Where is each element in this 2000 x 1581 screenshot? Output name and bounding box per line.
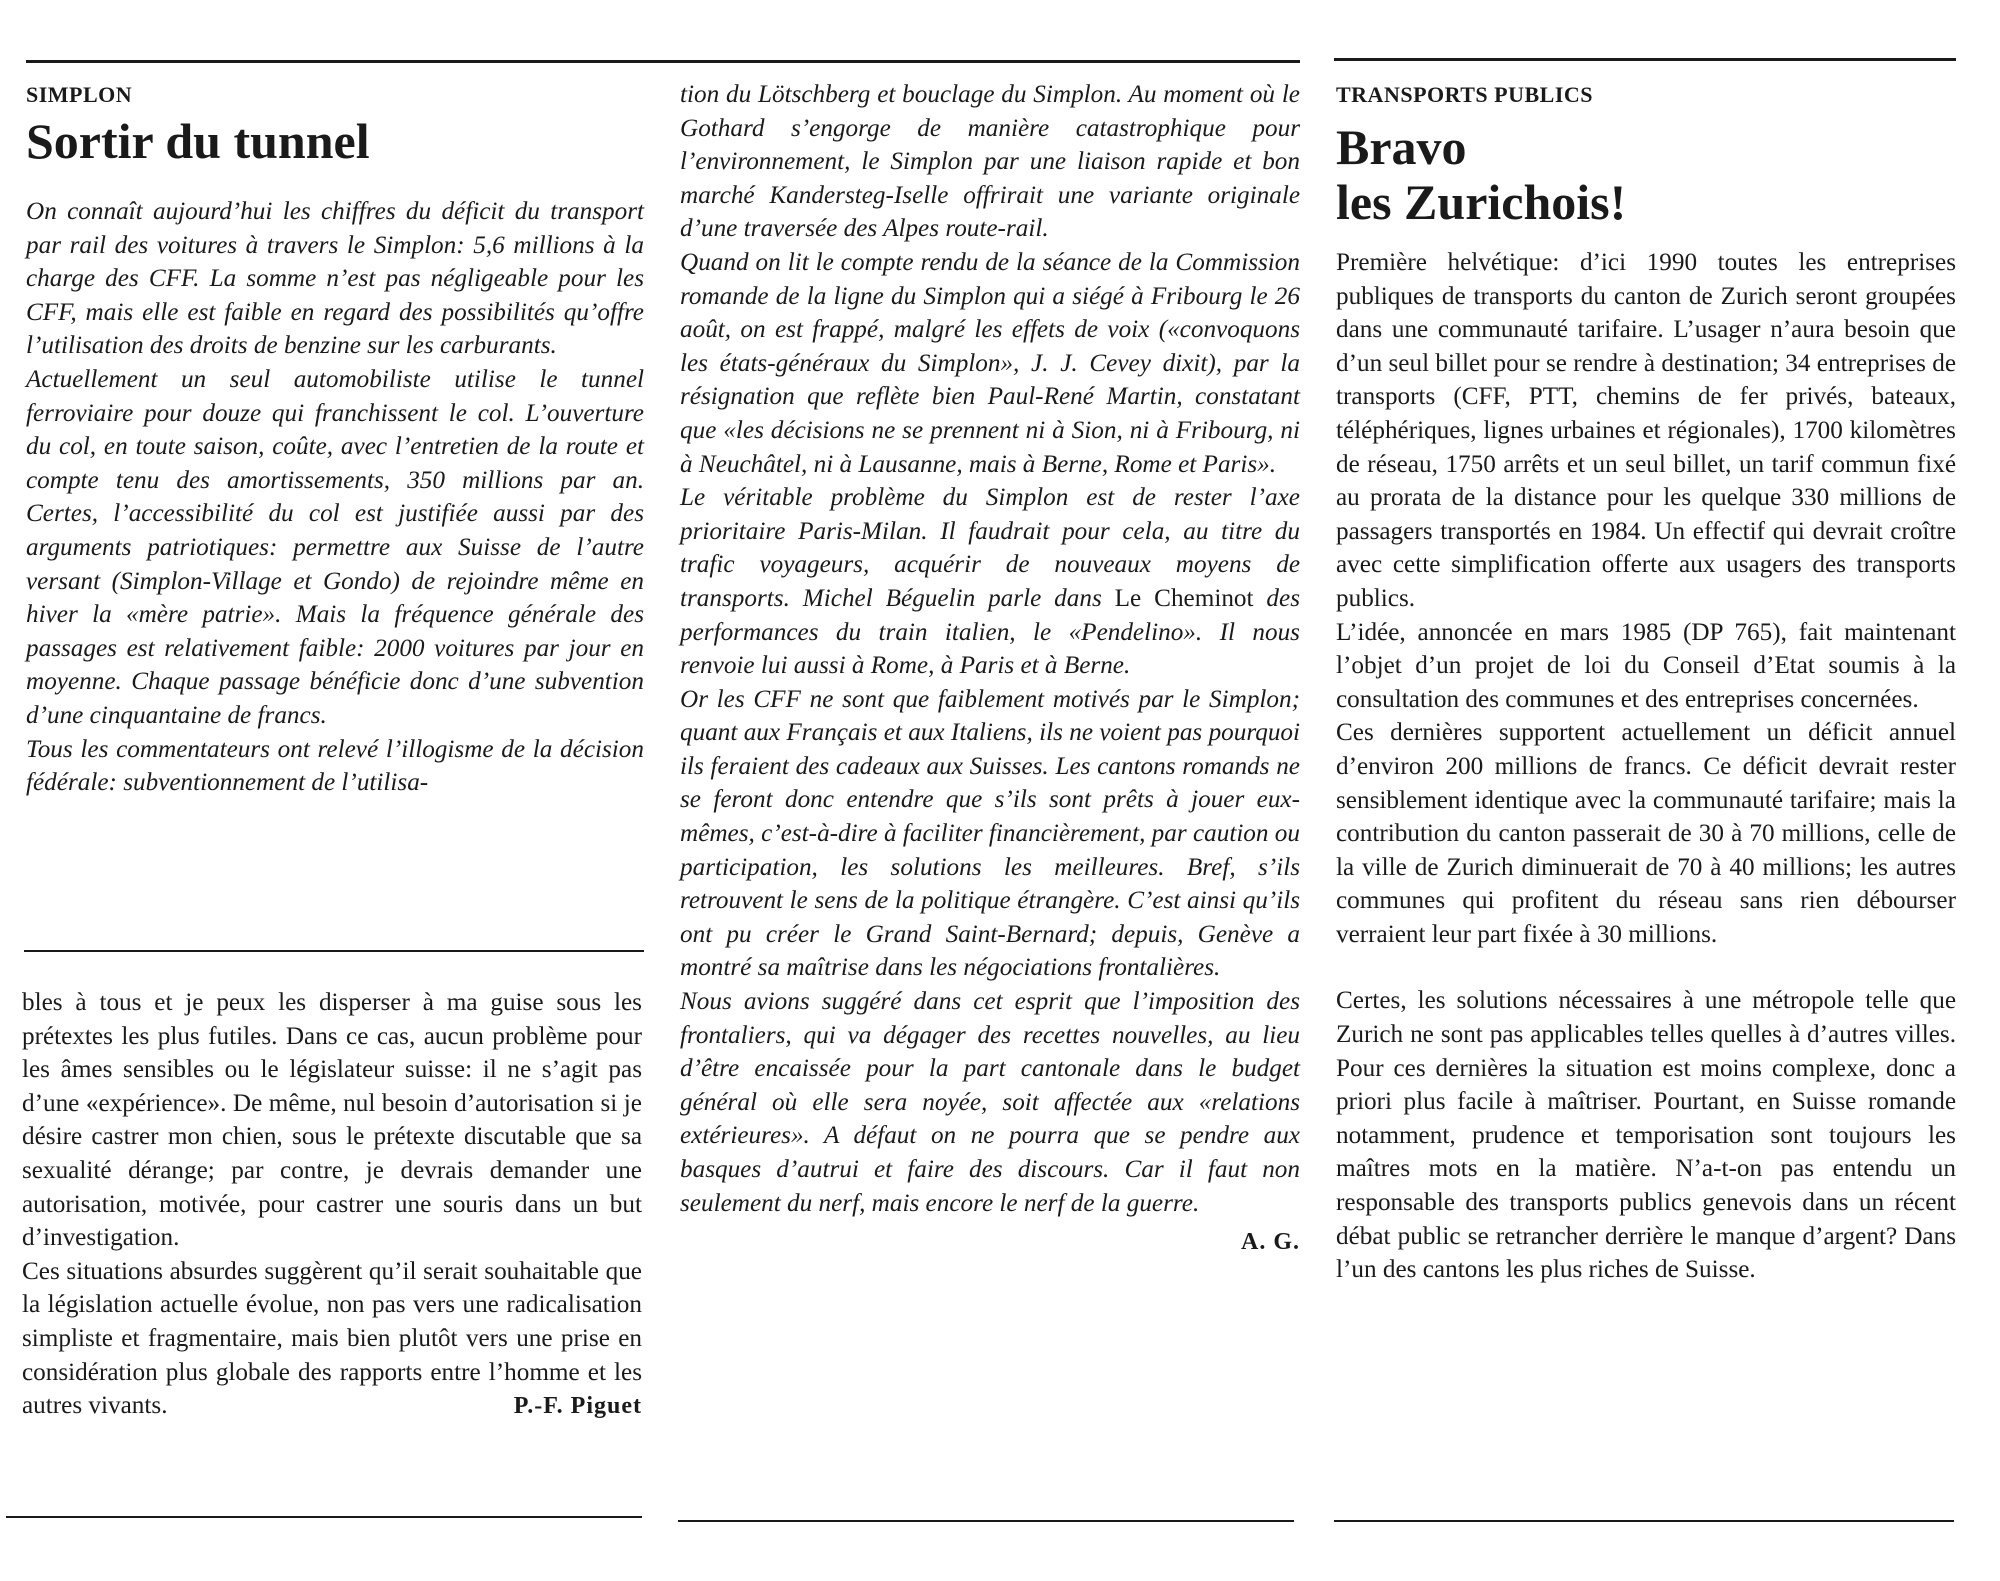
paragraph: On connaît aujourd’hui les chiffres du déficit du transport par rail des voitures à travers le Simplon: 5,6 millions à la charge des CFF. La somme n’est pas négligeable pour les CFF, mais elle est faible en regard des possibilités qu’offre l’utilisation des droits de benzine sur les carburants. <box>26 198 644 360</box>
bottom-rule-col2 <box>678 1520 1294 1522</box>
paragraph-part: des performances du train italien, le «Pendelino». Il nous renvoie lui aussi à Rome, à Paris et à Berne. <box>680 584 1301 680</box>
simplon-title: Sortir du tunnel <box>26 113 370 169</box>
column1-divider-rule <box>24 950 644 952</box>
paragraph: tion du Lötschberg et bouclage du Simplon. Au moment où le Gothard s’engorge de manière catastrophique pour l’environnement, le Simplon par une liaison rapide et bon marché Kandersteg-Iselle offrirait une variante originale d’une traversée des Alpes route-rail. <box>680 81 1300 243</box>
bottom-rule-col3 <box>1334 1520 1954 1522</box>
simplon-body-col2 <box>680 78 1300 1220</box>
paragraph: L’idée, annoncée en mars 1985 (DP 765), fait maintenant l’objet d’un projet de loi du Conseil d’Etat soumis à la consultation des communes et des entreprises concernées. <box>1336 618 1956 713</box>
paragraph <box>680 481 1300 683</box>
paragraph: Quand on lit le compte rendu de la séance de la Commission romande de la ligne du Simplon qui a siégé à Fribourg le 26 août, on est frappé, malgré les effets de voix («convoquons les états-généraux du Simplon», J. J. Cevey dixit), par la résignation que reflète bien Paul-René Martin, constatant que «les décisions ne se prennent ni à Sion, ni à Fribourg, ni à Neuchâtel, ni à Lausanne, mais à Berne, Rome et Paris». <box>680 248 1300 478</box>
zurich-body <box>1336 246 1956 1287</box>
paragraph: Ces situations absurdes suggèrent qu’il serait souhaitable que la législation actuelle évolue, non pas vers une radicalisation simpliste et fragmentaire, mais bien plutôt vers une prise en considération plus globale des rapports entre l’homme et les autres vivants. <box>22 1257 642 1420</box>
zurich-title-line2: les Zurichois! <box>1336 174 1627 230</box>
zurich-article <box>1336 82 1956 1287</box>
prev-article-body <box>22 986 642 1423</box>
paragraph: Nous avions suggéré dans cet esprit que l’imposition des frontaliers, qui va dégager des recettes nouvelles, au lieu d’être encaissée pour la part cantonale dans le budget général où elle sera noyée, soit affectée aux «relations extérieures». A défaut on ne pourra que se pendre aux basques d’autrui et faire des discours. Car il faut non seulement du nerf, mais encore le nerf de la guerre. <box>680 988 1300 1217</box>
top-rule-left <box>26 60 1300 63</box>
paragraph: Première helvétique: d’ici 1990 toutes les entreprises publiques de transports du canton de Zurich seront groupées dans une communauté tarifaire. L’usager n’aura besoin que d’un seul billet pour se rendre à destination; 34 entreprises de transports (CFF, PTT, chemins de fer privés, bateaux, téléphériques, lignes urbaines et régionales), 1700 kilomètres de réseau, 1750 arrêts et un seul billet, un tarif commun fixé au prorata de la distance pour les quelque 330 millions de passagers transportés en 1984. Un effectif qui devrait croître avec cette simplification offerte aux usagers des transports publics. <box>1336 249 1956 612</box>
simplon-article-col1 <box>26 82 644 800</box>
paragraph-part: Le véritable problème du Simplon est de rester l’axe prioritaire Paris-Milan. Il faudrait pour cela, au titre du trafic voyageurs, acquérir de nouveaux moyens de transports. Michel Béguelin parle dans <box>680 484 1300 612</box>
simplon-article-col2 <box>680 78 1300 1259</box>
paragraph: Tous les commentateurs ont relevé l’illogisme de la décision fédérale: subventionnement de l’utilisa- <box>26 735 644 797</box>
simplon-signature: A. G. <box>1241 1229 1300 1256</box>
simplon-body-col1 <box>26 195 644 800</box>
prev-article-ending <box>22 986 642 1423</box>
paragraph: Or les CFF ne sont que faiblement motivés par le Simplon; quant aux Français et aux Italiens, ils ne voient pas pourquoi ils feraient des cadeaux aux Suisses. Les cantons romands ne se feront donc entendre que s’ils sont prêts à jouer eux-mêmes, c’est-à-dire à faciliter financièrement, par caution ou participation, les solutions les meilleures. Bref, s’ils retrouvent le sens de la politique étrangère. C’est ainsi qu’ils ont pu créer le Grand Saint-Bernard; depuis, Genève a montré sa maîtrise dans les négociations frontalières. <box>680 685 1300 982</box>
prev-article-signature: P.-F. Piguet <box>513 1392 642 1419</box>
zurich-kicker: TRANSPORTS PUBLICS <box>1336 82 1594 107</box>
simplon-kicker: SIMPLON <box>26 82 133 107</box>
bottom-rule-col1 <box>6 1516 642 1518</box>
zurich-title-line1: Bravo <box>1336 119 1467 175</box>
paragraph: bles à tous et je peux les disperser à ma guise sous les prétextes les plus futiles. Dans ce cas, aucun problème pour les âmes sensibles ou le législateur suisse: il ne s’agit pas d’une «expérience». De même, nul besoin d’autorisation si je désire castrer mon chien, sous le prétexte discutable que sa sexualité dérange; par contre, je devrais demander une autorisation, motivée, pour castrer une souris dans un but d’investigation. <box>22 989 642 1252</box>
top-rule-right <box>1334 58 1956 61</box>
paragraph: Ces dernières supportent actuellement un déficit annuel d’environ 200 millions de francs. Ce déficit devrait rester sensiblement identique avec la communauté tarifaire; mais la contribution du canton passerait de 30 à 70 millions, celle de la ville de Zurich diminuerait de 70 à 40 millions; les autres communes qui profitent du réseau sans rien débourser verraient leur part fixée à 30 millions. <box>1336 719 1956 948</box>
paragraph: Certes, les solutions nécessaires à une métropole telle que Zurich ne sont pas applicables telles quelles à d’autres villes. Pour ces dernières la situation est moins complexe, donc a priori plus facile à maîtriser. Pourtant, en Suisse romande notamment, prudence et temporisation sont toujours les maîtres mots en la matière. N’a-t-on pas entendu un responsable des transports publics genevois dans un récent débat public se retrancher derrière le manque d’argent? Dans l’un des cantons les plus riches de Suisse. <box>1336 987 1956 1284</box>
paragraph: Actuellement un seul automobiliste utilise le tunnel ferroviaire pour douze qui franchissent le col. L’ouverture du col, en toute saison, coûte, avec l’entretien de la route et compte tenu des amortissements, 350 millions par an. Certes, l’accessibilité du col est justifiée aussi par des arguments patriotiques: permettre aux Suisse de l’autre versant (Simplon-Village et Gondo) de rejoindre même en hiver la «mère patrie». Mais la fréquence générale des passages est relativement faible: 2000 voitures par jour en moyenne. Chaque passage bénéficie donc d’une subvention d’une cinquantaine de francs. <box>26 365 644 729</box>
publication-name: Le Cheminot <box>1114 584 1254 612</box>
